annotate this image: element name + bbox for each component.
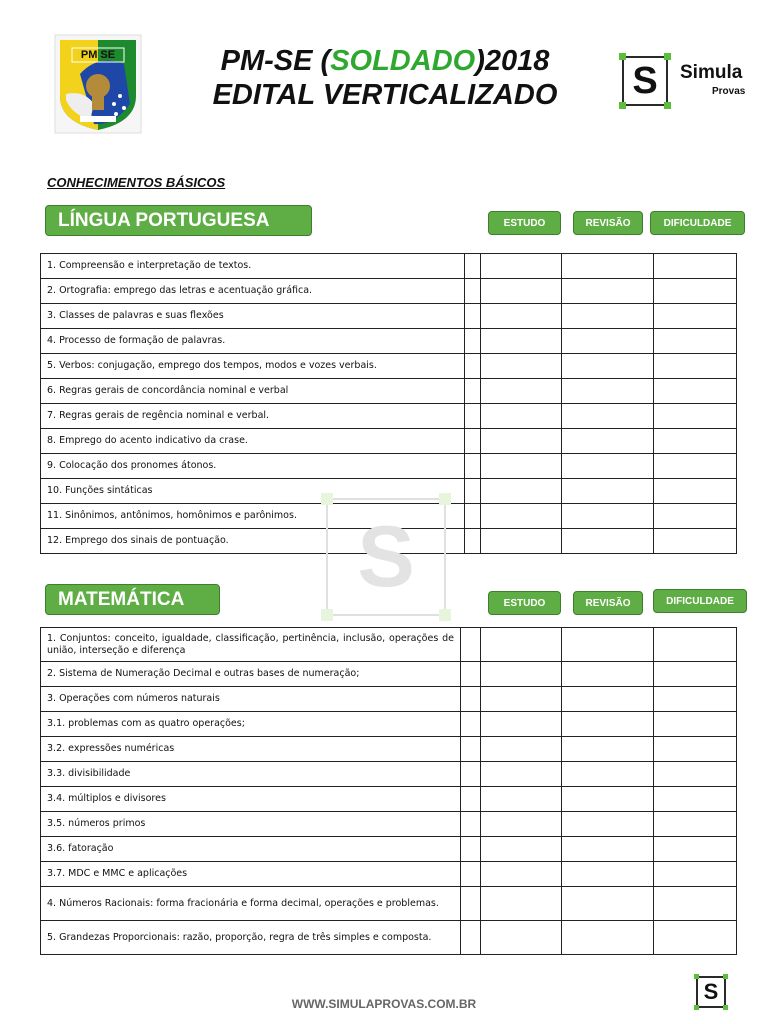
table-row	[41, 737, 737, 762]
revisao-cell[interactable]	[562, 254, 654, 279]
estudo-cell[interactable]	[481, 279, 562, 304]
estudo-cell[interactable]	[481, 254, 562, 279]
estudo-cell[interactable]	[481, 404, 562, 429]
topic-text: 1. Compreensão e interpretação de textos.	[41, 254, 465, 279]
dificuldade-cell[interactable]	[654, 737, 737, 762]
dificuldade-cell[interactable]	[654, 454, 737, 479]
topic-text: 1. Conjuntos: conceito, igualdade, classificação, pertinência, inclusão, operações de união, interseção e diferença	[41, 628, 461, 662]
revisao-cell[interactable]	[562, 812, 654, 837]
revisao-cell[interactable]	[562, 454, 654, 479]
revisao-cell[interactable]	[562, 404, 654, 429]
pmse-crest-logo	[54, 34, 142, 134]
estudo-cell[interactable]	[481, 379, 562, 404]
table-row	[41, 921, 737, 955]
topic-text: 4. Números Racionais: forma fracionária e forma decimal, operações e problemas.	[41, 887, 461, 921]
footer-logo-letter: S	[703, 979, 719, 1004]
checkbox-cell[interactable]	[461, 921, 481, 955]
topic-text: 3.6. fatoração	[41, 837, 461, 862]
estudo-cell[interactable]	[481, 479, 562, 504]
revisao-cell[interactable]	[562, 921, 654, 955]
topic-text: 4. Processo de formação de palavras.	[41, 329, 465, 354]
checkbox-cell[interactable]	[465, 529, 481, 554]
topic-text: 3.5. números primos	[41, 812, 461, 837]
logo-sub: Provas	[712, 86, 746, 97]
checkbox-cell[interactable]	[461, 628, 481, 662]
watermark-letter: S	[357, 509, 415, 605]
estudo-cell[interactable]	[481, 628, 562, 662]
dificuldade-cell[interactable]	[654, 379, 737, 404]
revisao-cell[interactable]	[562, 529, 654, 554]
dificuldade-cell[interactable]	[654, 662, 737, 687]
estudo-cell[interactable]	[481, 862, 562, 887]
title-suffix: )2018	[475, 45, 550, 77]
table-row	[41, 379, 737, 404]
estudo-cell[interactable]	[481, 712, 562, 737]
checkbox-cell[interactable]	[461, 837, 481, 862]
checkbox-cell[interactable]	[465, 354, 481, 379]
logo-word: Simula	[680, 62, 743, 83]
revisao-cell[interactable]	[562, 787, 654, 812]
checkbox-cell[interactable]	[465, 304, 481, 329]
topic-text: 3.2. expressões numéricas	[41, 737, 461, 762]
table-row	[41, 254, 737, 279]
column-label-estudo: ESTUDO	[488, 211, 561, 235]
revisao-cell[interactable]	[562, 504, 654, 529]
topic-text: 3.4. múltiplos e divisores	[41, 787, 461, 812]
checkbox-cell[interactable]	[465, 254, 481, 279]
dificuldade-cell[interactable]	[654, 404, 737, 429]
estudo-cell[interactable]	[481, 837, 562, 862]
estudo-cell[interactable]	[481, 687, 562, 712]
estudo-cell[interactable]	[481, 737, 562, 762]
revisao-cell[interactable]	[562, 279, 654, 304]
revisao-cell[interactable]	[562, 712, 654, 737]
checkbox-cell[interactable]	[461, 812, 481, 837]
topic-text: 7. Regras gerais de regência nominal e verbal.	[41, 404, 465, 429]
table-row	[41, 787, 737, 812]
table-row	[41, 837, 737, 862]
logo-letter: S	[632, 60, 658, 102]
topic-text: 5. Verbos: conjugação, emprego dos tempos, modos e vozes verbais.	[41, 354, 465, 379]
topic-text: 6. Regras gerais de concordância nominal e verbal	[41, 379, 465, 404]
column-label-dificuldade: DIFICULDADE	[653, 589, 747, 613]
dificuldade-cell[interactable]	[654, 354, 737, 379]
revisao-cell[interactable]	[562, 837, 654, 862]
dificuldade-cell[interactable]	[654, 712, 737, 737]
revisao-cell[interactable]	[562, 329, 654, 354]
table-row	[41, 354, 737, 379]
topic-text: 3.3. divisibilidade	[41, 762, 461, 787]
dificuldade-cell[interactable]	[654, 628, 737, 662]
topic-text: 3. Classes de palavras e suas flexões	[41, 304, 465, 329]
checkbox-cell[interactable]	[461, 687, 481, 712]
checkbox-cell[interactable]	[461, 862, 481, 887]
revisao-cell[interactable]	[562, 354, 654, 379]
column-label-revisao: REVISÃO	[573, 211, 643, 235]
estudo-cell[interactable]	[481, 429, 562, 454]
table-row	[41, 887, 737, 921]
dificuldade-cell[interactable]	[654, 762, 737, 787]
topic-text: 5. Grandezas Proporcionais: razão, proporção, regra de três simples e composta.	[41, 921, 461, 955]
column-label-revisao: REVISÃO	[573, 591, 643, 615]
title-prefix: PM-SE (	[220, 45, 331, 77]
revisao-cell[interactable]	[562, 304, 654, 329]
dificuldade-cell[interactable]	[654, 429, 737, 454]
checkbox-cell[interactable]	[465, 329, 481, 354]
section-banner-portugues: LÍNGUA PORTUGUESA	[45, 205, 312, 236]
checkbox-cell[interactable]	[465, 504, 481, 529]
table-row	[41, 429, 737, 454]
estudo-cell[interactable]	[481, 454, 562, 479]
topic-text: 8. Emprego do acento indicativo da crase.	[41, 429, 465, 454]
checkbox-cell[interactable]	[465, 404, 481, 429]
dificuldade-cell[interactable]	[654, 529, 737, 554]
dificuldade-cell[interactable]	[654, 812, 737, 837]
topic-text: 9. Colocação dos pronomes átonos.	[41, 454, 465, 479]
checkbox-cell[interactable]	[465, 429, 481, 454]
table-row	[41, 812, 737, 837]
dificuldade-cell[interactable]	[654, 837, 737, 862]
dificuldade-cell[interactable]	[654, 504, 737, 529]
section-subheading: CONHECIMENTOS BÁSICOS	[47, 175, 226, 190]
section-banner-matematica: MATEMÁTICA	[45, 584, 220, 615]
checkbox-cell[interactable]	[465, 279, 481, 304]
checkbox-cell[interactable]	[465, 479, 481, 504]
topic-text: 3.7. MDC e MMC e aplicações	[41, 862, 461, 887]
topic-text: 3. Operações com números naturais	[41, 687, 461, 712]
revisao-cell[interactable]	[562, 887, 654, 921]
checkbox-cell[interactable]	[461, 712, 481, 737]
estudo-cell[interactable]	[481, 504, 562, 529]
table-row	[41, 862, 737, 887]
dificuldade-cell[interactable]	[654, 479, 737, 504]
checkbox-cell[interactable]	[465, 454, 481, 479]
revisao-cell[interactable]	[562, 662, 654, 687]
revisao-cell[interactable]	[562, 479, 654, 504]
estudo-cell[interactable]	[481, 354, 562, 379]
column-label-estudo: ESTUDO	[488, 591, 561, 615]
checkbox-cell[interactable]	[461, 762, 481, 787]
estudo-cell[interactable]	[481, 529, 562, 554]
revisao-cell[interactable]	[562, 687, 654, 712]
revisao-cell[interactable]	[562, 429, 654, 454]
simula-watermark	[326, 498, 446, 616]
topics-table-matematica	[40, 627, 737, 955]
table-row	[41, 687, 737, 712]
table-row	[41, 454, 737, 479]
checkbox-cell[interactable]	[461, 737, 481, 762]
dificuldade-cell[interactable]	[654, 304, 737, 329]
dificuldade-cell[interactable]	[654, 254, 737, 279]
table-row	[41, 304, 737, 329]
dificuldade-cell[interactable]	[654, 887, 737, 921]
checkbox-cell[interactable]	[461, 887, 481, 921]
revisao-cell[interactable]	[562, 862, 654, 887]
checkbox-cell[interactable]	[461, 787, 481, 812]
estudo-cell[interactable]	[481, 762, 562, 787]
revisao-cell[interactable]	[562, 762, 654, 787]
table-row	[41, 762, 737, 787]
checkbox-cell[interactable]	[461, 662, 481, 687]
checkbox-cell[interactable]	[465, 379, 481, 404]
footer-url[interactable]: WWW.SIMULAPROVAS.COM.BR	[291, 997, 477, 1011]
estudo-cell[interactable]	[481, 812, 562, 837]
topic-text: 10. Funções sintáticas	[41, 479, 465, 504]
title-accent: SOLDADO	[330, 45, 476, 77]
estudo-cell[interactable]	[481, 921, 562, 955]
footer-logo	[696, 976, 726, 1008]
table-row	[41, 329, 737, 354]
estudo-cell[interactable]	[481, 787, 562, 812]
crest-text: PM SE	[80, 49, 116, 61]
dificuldade-cell[interactable]	[654, 921, 737, 955]
topic-text: 11. Sinônimos, antônimos, homônimos e parônimos.	[41, 504, 465, 529]
page-title	[170, 44, 600, 112]
table-row	[41, 712, 737, 737]
table-row	[41, 279, 737, 304]
table-row	[41, 404, 737, 429]
topic-text: 2. Sistema de Numeração Decimal e outras bases de numeração;	[41, 662, 461, 687]
revisao-cell[interactable]	[562, 737, 654, 762]
table-row	[41, 628, 737, 662]
estudo-cell[interactable]	[481, 329, 562, 354]
dificuldade-cell[interactable]	[654, 862, 737, 887]
column-label-dificuldade: DIFICULDADE	[650, 211, 745, 235]
topic-text: 2. Ortografia: emprego das letras e acentuação gráfica.	[41, 279, 465, 304]
table-row	[41, 662, 737, 687]
estudo-cell[interactable]	[481, 304, 562, 329]
simula-provas-logo	[622, 56, 752, 108]
dificuldade-cell[interactable]	[654, 279, 737, 304]
revisao-cell[interactable]	[562, 379, 654, 404]
title-line2: EDITAL VERTICALIZADO	[212, 79, 558, 111]
dificuldade-cell[interactable]	[654, 329, 737, 354]
estudo-cell[interactable]	[481, 662, 562, 687]
dificuldade-cell[interactable]	[654, 687, 737, 712]
topic-text: 12. Emprego dos sinais de pontuação.	[41, 529, 465, 554]
estudo-cell[interactable]	[481, 887, 562, 921]
revisao-cell[interactable]	[562, 628, 654, 662]
dificuldade-cell[interactable]	[654, 787, 737, 812]
topic-text: 3.1. problemas com as quatro operações;	[41, 712, 461, 737]
